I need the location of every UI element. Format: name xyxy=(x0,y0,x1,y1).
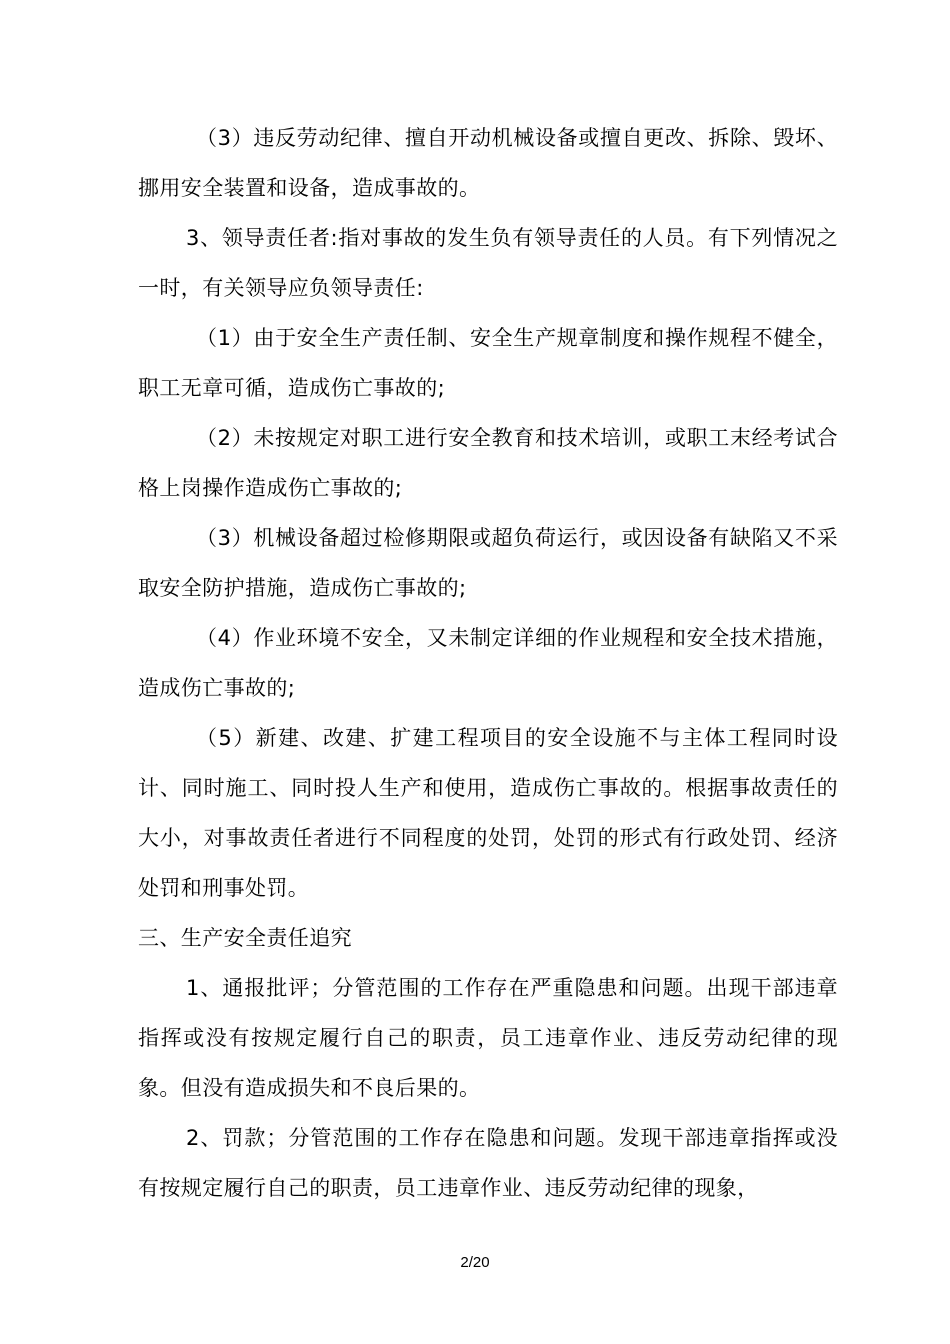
paragraph-leadership-2: （2）未按规定对职工进行安全教育和技术培训，或职工末经考试合格上岗操作造成伤亡事故的; xyxy=(138,426,838,500)
paragraph-leadership-1: （1）由于安全生产责任制、安全生产规章制度和操作规程不健全，职工无章可循，造成伤亡事故的; xyxy=(138,326,838,400)
paragraph-fine: 2、罚款；分管范围的工作存在隐患和问题。发现干部违章指挥或没有按规定履行自己的职责，员工违章作业、违反劳动纪律的现象， xyxy=(138,1126,838,1200)
paragraph-leadership-3: （3）机械设备超过检修期限或超负荷运行，或因设备有缺陷又不采取安全防护措施，造成伤亡事故的; xyxy=(138,526,838,600)
paragraph-leadership-5: （5）新建、改建、扩建工程项目的安全设施不与主体工程同时设计、同时施工、同时投人生产和使用，造成伤亡事故的。根据事故责任的大小，对事故责任者进行不同程度的处罚，处罚的形式有行政处罚、经济处罚和刑事处罚。 xyxy=(138,726,838,900)
paragraph-leadership-responsible: 3、领导责任者:指对事故的发生负有领导责任的人员。有下列情况之一时，有关领导应负领导责任: xyxy=(138,226,838,300)
paragraph-circular-criticism: 1、通报批评；分管范围的工作存在严重隐患和问题。出现干部违章指挥或没有按规定履行自己的职责，员工违章作业、违反劳动纪律的现象。但没有造成损失和不良后果的。 xyxy=(138,976,838,1100)
document-body xyxy=(138,113,838,1213)
paragraph-violation-3: （3）违反劳动纪律、擅自开动机械设备或擅自更改、拆除、毁坏、挪用安全装置和设备，造成事故的。 xyxy=(138,126,838,200)
paragraph-leadership-4: （4）作业环境不安全，又未制定详细的作业规程和安全技术措施，造成伤亡事故的; xyxy=(138,626,838,700)
page-number: 2/20 xyxy=(460,1254,490,1271)
section-heading-accountability: 三、生产安全责任追究 xyxy=(138,926,352,950)
